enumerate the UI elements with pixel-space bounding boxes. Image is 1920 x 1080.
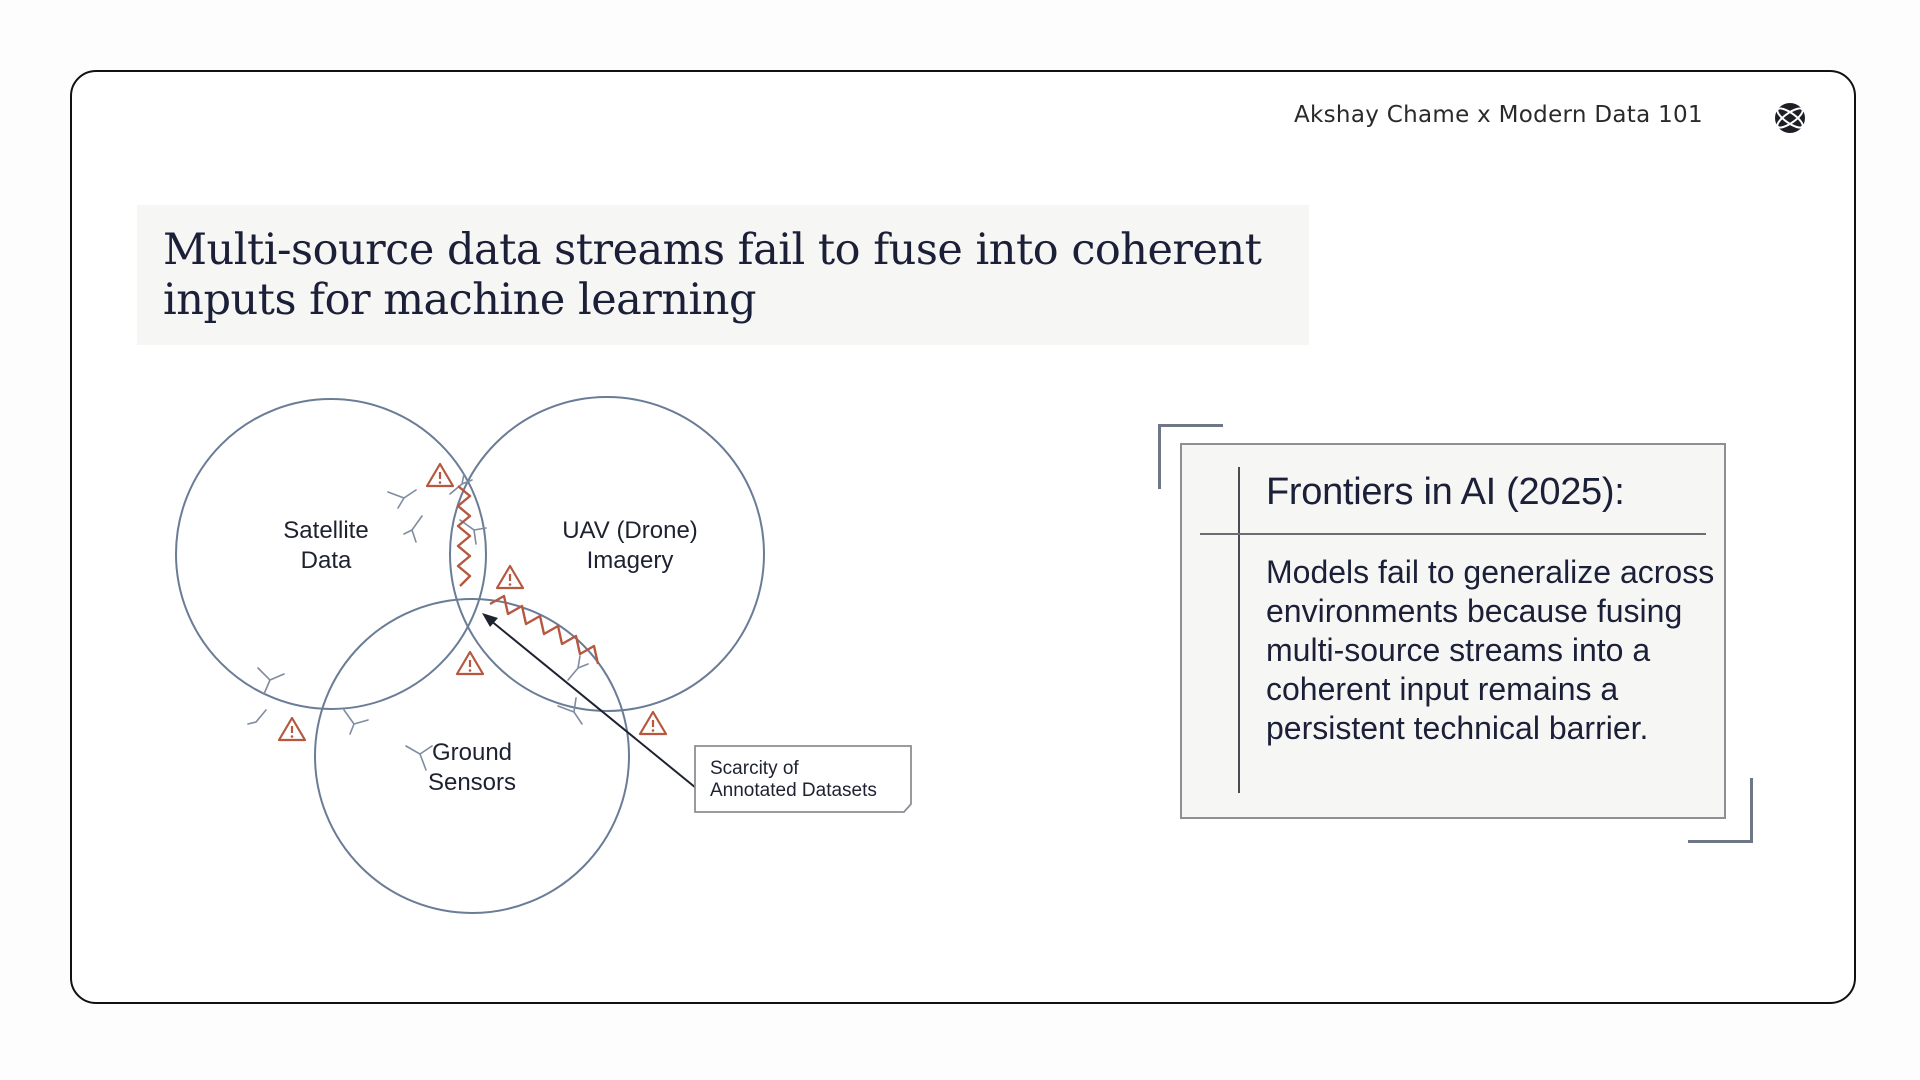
title-box (137, 205, 1309, 345)
slide-title: Multi-source data streams fail to fuse into coherent inputs for machine learning (163, 225, 1262, 325)
warning-triangle-icon (497, 566, 523, 588)
ground-label-1: Ground (431, 739, 513, 766)
warning-triangle-icon (427, 464, 453, 486)
satellite-label-2: Data (300, 547, 352, 574)
warning-triangle-icon (279, 718, 305, 740)
quote-horizontal-rule (1200, 533, 1706, 535)
callout-line-1: Scarcity of (710, 758, 799, 779)
callout-line-2: Annotated Datasets (710, 780, 877, 801)
satellite-label-1: Satellite (283, 517, 369, 544)
quote-source: Frontiers in AI (2025): (1266, 471, 1625, 513)
quote-body: Models fail to generalize across environments because fusing multi-source streams into a coherent input remains a persistent technical barrier. (1266, 554, 1715, 746)
venn-diagram (160, 380, 940, 920)
uav-label-2: Imagery (586, 547, 674, 574)
quote-vertical-rule (1238, 467, 1240, 793)
quote-box (1180, 443, 1726, 819)
uav-label-1: UAV (Drone) (562, 517, 698, 544)
ground-label-2: Sensors (427, 769, 517, 796)
header-brand: Akshay Chame x Modern Data 101 (1294, 102, 1703, 128)
sphere-logo-icon (1772, 100, 1808, 136)
warning-triangle-icon (640, 712, 666, 734)
callout-box (695, 746, 911, 812)
friction-zigzag-2 (490, 596, 598, 664)
warning-triangle-icon (457, 652, 483, 674)
